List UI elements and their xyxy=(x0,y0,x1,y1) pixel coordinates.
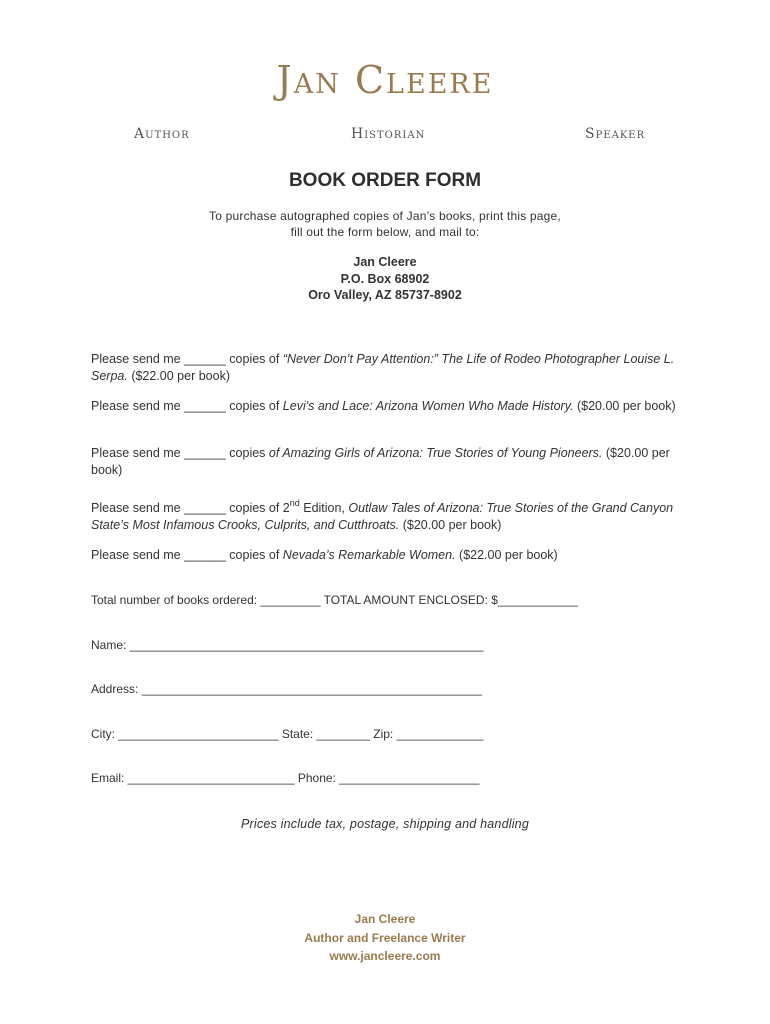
footer-name: Jan Cleere xyxy=(354,912,416,926)
order-line-levis xyxy=(91,398,691,415)
order-line-amazing-girls xyxy=(91,445,691,478)
edition-text: Edition, xyxy=(299,501,349,515)
totals-field: Total number of books ordered: _________ TOTAL AMOUNT ENCLOSED: $____________ xyxy=(91,593,578,607)
form-title: BOOK ORDER FORM xyxy=(288,170,482,191)
brand-logo: Jan Cleere xyxy=(276,58,494,102)
intro-line: To purchase autographed copies of Jan’s books, print this page, xyxy=(209,209,561,223)
book-title: Levi's and Lace: Arizona Women Who Made History. xyxy=(282,399,574,413)
book-title: Outlaw Tales of Arizona: True Stories of the Grand Canyon State’s Most Infamous Crooks, Culprits, and Cutthroats. xyxy=(91,501,674,532)
role-author: Author xyxy=(134,126,190,142)
intro-text xyxy=(0,208,770,240)
email-phone-field: Email: _________________________ Phone: _____________________ xyxy=(91,771,480,785)
book-title: Nevada’s Remarkable Women. xyxy=(282,548,456,562)
roles-bar xyxy=(0,126,770,146)
pricing-note: Prices include tax, postage, shipping and handling xyxy=(241,817,529,831)
address-city: Oro Valley, AZ 85737-8902 xyxy=(308,288,462,302)
edition-superscript: nd xyxy=(289,498,300,508)
order-price: ($20.00 per book) xyxy=(399,517,502,532)
order-line-outlaw-tales xyxy=(91,500,691,533)
address-box: P.O. Box 68902 xyxy=(340,271,430,286)
role-speaker: Speaker xyxy=(585,126,646,142)
order-line-nevada xyxy=(91,547,691,564)
name-field: Name: _____________________________________________________ xyxy=(91,638,484,652)
book-title: of Amazing Girls of Arizona: True Stories of Young Pioneers. xyxy=(268,446,603,460)
order-prefix: Please send me ______ copies of xyxy=(91,548,283,562)
address-name: Jan Cleere xyxy=(353,255,417,269)
intro-line: fill out the form below, and mail to: xyxy=(290,225,480,239)
order-price: ($20.00 per book) xyxy=(91,446,670,477)
order-prefix: Please send me ______ copies xyxy=(91,446,269,460)
footer-title: Author and Freelance Writer xyxy=(304,930,466,945)
footer xyxy=(0,910,770,966)
role-historian: Historian xyxy=(351,126,426,142)
order-prefix: Please send me ______ copies of 2 xyxy=(91,501,290,515)
order-price: ($22.00 per book) xyxy=(127,368,230,383)
order-prefix: Please send me ______ copies of xyxy=(91,399,283,413)
order-prefix: Please send me ______ copies of xyxy=(91,352,283,366)
order-price: ($20.00 per book) xyxy=(573,399,676,413)
order-price: ($22.00 per book) xyxy=(455,548,558,562)
address-field: Address: ___________________________________________________ xyxy=(91,682,483,696)
book-title: “Never Don’t Pay Attention:” The Life of Rodeo Photographer Louise L. Serpa. xyxy=(91,352,675,383)
mailing-address xyxy=(0,254,770,304)
order-line-rodeo xyxy=(91,351,691,384)
footer-website: www.jancleere.com xyxy=(329,949,441,963)
city-state-zip-field: City: ________________________ State: ________ Zip: _____________ xyxy=(91,727,484,741)
